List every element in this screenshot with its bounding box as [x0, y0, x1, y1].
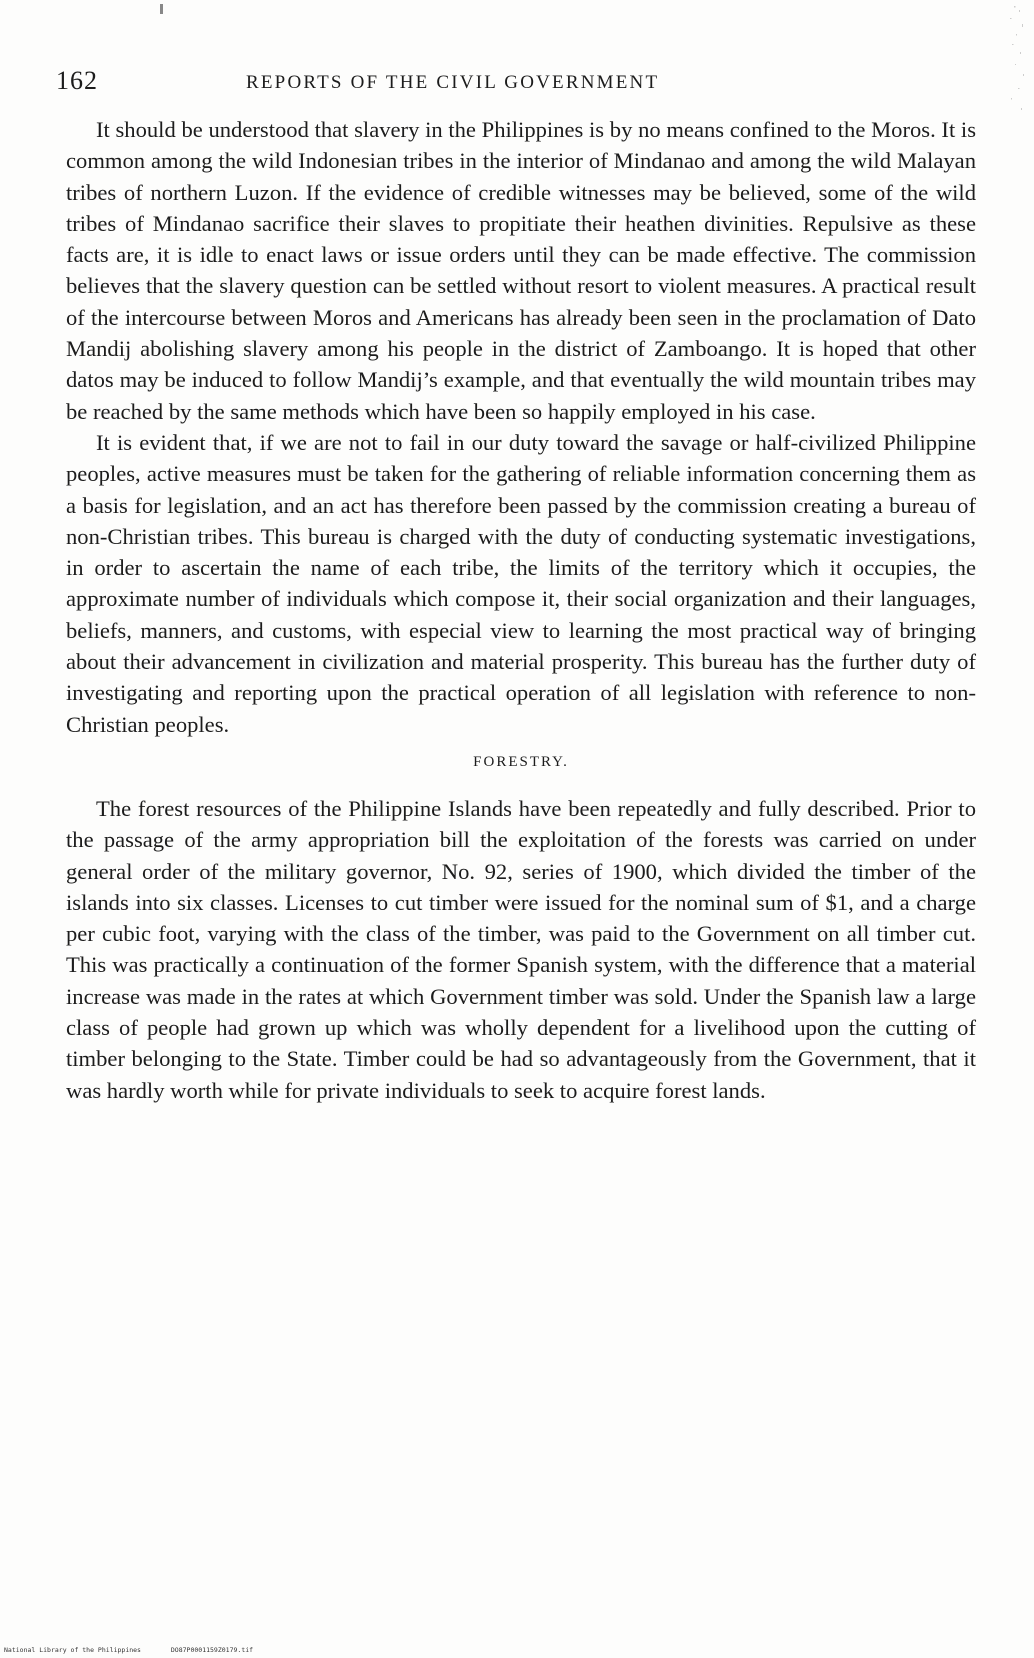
paragraph-forestry: The forest resources of the Philippine Islands have been repeatedly and fully described. Prior to the passage of the army appropriation bill the exploitation of the forests was carried on under general order of the military governor, No. 92, series of 1900, which divided the timber of the islands into six classes. Licenses to cut timber were issued for the nominal sum of $1, and a charge per cubic foot, varying with the class of the timber, was paid to the Government on all timber cut. This was practically a continuation of the former Spanish system, with the difference that a material increase was made in the rates at which Government timber was sold. Under the Spanish law a large class of people had grown up which was wholly dependent for a livelihood upon the cutting of timber belonging to the State. Timber could be had so advantageously from the Government, that it was hardly worth while for private individuals to seek to acquire forest lands.: [66, 795, 976, 1103]
footer-library: National Library of the Philippines: [4, 1646, 141, 1654]
body-text: [66, 114, 976, 1106]
scan-edge-noise: [1000, 0, 1026, 120]
paragraph-slavery: It should be understood that slavery in the Philippines is by no means confined to the Moros. It is common among the wild Indonesian tribes in the interior of Mindanao and among the wild Malayan tribes of northern Luzon. If the evidence of credible witnesses may be believed, some of the wild tribes of Mindanao sacrifice their slaves to propitiate their heathen divinities. Repulsive as these facts are, it is idle to enact laws or issue orders until they can be made effective. The commission believes that the slavery question can be settled without resort to violent measures. A practical result of the intercourse between Moros and Americans has already been seen in the proclamation of Dato Mandij abolishing slavery among his people in the district of Zamboango. It is hoped that other datos may be induced to follow Mandij’s example, and that eventually the wild mountain tribes may be reached by the same methods which have been so happily employed in his case.: [66, 117, 976, 424]
scan-speck: [160, 4, 163, 14]
page-number: 162: [56, 66, 98, 95]
footer-file-id: DO87P0001159Z0179.tif: [170, 1646, 254, 1654]
page-header: [56, 66, 976, 100]
paragraph-bureau-non-christian-tribes: It is evident that, if we are not to fail in our duty toward the savage or half-civilized Philippine peoples, active measures must be taken for the gathering of reliable information concerning them as a basis for legislation, and an act has therefore been passed by the commission creating a bureau of non-Christian tribes. This bureau is charged with the duty of conducting systematic investigations, in order to ascertain the name of each tribe, the limits of the territory which it occupies, the approximate number of individuals which compose it, their social organization and their languages, beliefs, manners, and customs, with especial view to learning the most practical way of bringing about their advancement in civilization and material prosperity. This bureau has the further duty of investigating and reporting upon the practical operation of all legislation with reference to non-Christian peoples.: [66, 429, 976, 737]
running-head: REPORTS OF THE CIVIL GOVERNMENT: [246, 72, 660, 93]
scan-footer: [4, 1646, 279, 1654]
section-heading-forestry: FORESTRY.: [473, 753, 569, 770]
